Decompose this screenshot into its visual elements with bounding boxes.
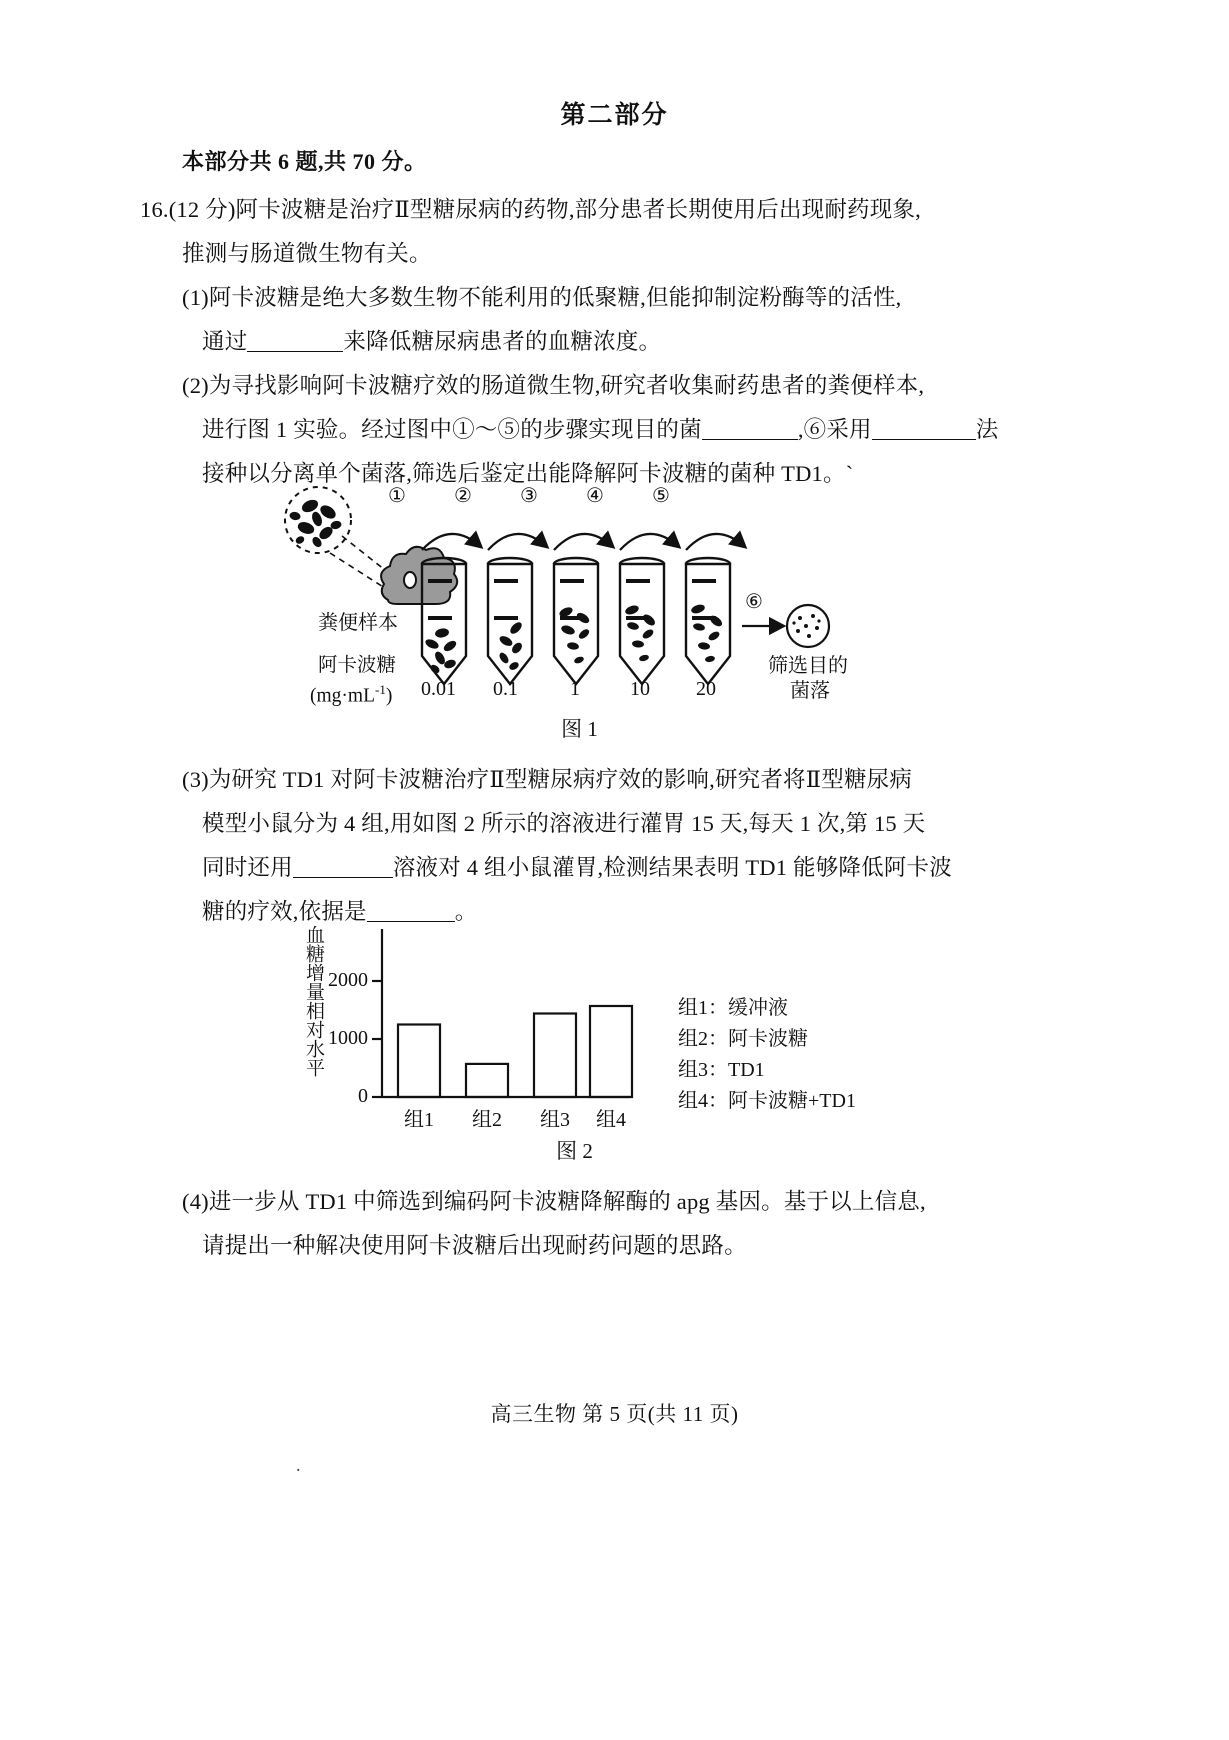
screen-colony-label-line1: 筛选目的 [768, 655, 848, 677]
figure-1-caption: 图 1 [561, 717, 598, 741]
tube-3 [554, 558, 598, 684]
tube-5-bacteria [690, 603, 724, 663]
petri-dish-icon [787, 605, 829, 647]
part2-line2 [140, 408, 1100, 452]
tube-4 [620, 558, 664, 684]
chart-y-axis-label: 血糖增量相对水平 [303, 925, 324, 1077]
question-stem-line2: 推测与肠道微生物有关。 [182, 241, 432, 266]
part2-line2-prefix: 进行图 1 实验。经过图中①～⑤的步骤实现目的菌 [202, 417, 702, 442]
tube-3-bacteria [558, 605, 591, 664]
step-6-label: ⑥ [745, 591, 763, 613]
tube-1-bacteria [424, 627, 458, 675]
part2-line3: 接种以分离单个菌落,筛选后鉴定出能降解阿卡波糖的菌种 TD1。` [202, 461, 854, 486]
legend-item-group1: 组1：缓冲液 [678, 997, 788, 1019]
x-tick-group1: 组1 [404, 1109, 434, 1131]
part3-line4-suffix: 。 [454, 899, 478, 924]
part1-line2-prefix: 通过 [202, 329, 248, 354]
question-16-body [140, 188, 1100, 496]
reagent-name-label: 阿卡波糖 [318, 655, 397, 676]
footer-mark: . [296, 1455, 301, 1475]
concentration-5: 20 [696, 678, 716, 700]
step-4-label: ④ [586, 485, 604, 507]
step-1-label: ① [388, 485, 406, 507]
page-footer: 高三生物 第 5 页(共 11 页) [490, 1402, 739, 1426]
part4-line2: 请提出一种解决使用阿卡波糖后出现耐药问题的思路。 [202, 1233, 747, 1258]
x-tick-group3: 组3 [540, 1109, 570, 1131]
screen-colony-label-line2: 菌落 [790, 680, 830, 702]
part3-line3-suffix: 溶液对 4 组小鼠灌胃,检测结果表明 TD1 能够降低阿卡波 [392, 855, 952, 880]
concentration-4: 10 [630, 678, 650, 700]
y-tick-0: 0 [358, 1085, 368, 1107]
concentration-3: 1 [570, 678, 580, 700]
figure-2-caption: 图 2 [556, 1139, 593, 1163]
legend-item-group3: 组3：TD1 [678, 1059, 765, 1081]
bar-group2 [466, 1064, 508, 1097]
figure-1 [270, 478, 870, 743]
y-tick-1000: 1000 [328, 1027, 368, 1049]
answer-blank-5[interactable] [367, 897, 455, 922]
answer-blank-1[interactable] [247, 327, 343, 352]
part4-line1: (4)进一步从 TD1 中筛选到编码阿卡波糖降解酶的 apg 基因。基于以上信息, [182, 1189, 926, 1214]
y-tick-2000: 2000 [328, 969, 368, 991]
legend-item-group2: 组2：阿卡波糖 [678, 1028, 808, 1050]
tube-2-bacteria [498, 620, 524, 671]
tube-5 [686, 558, 730, 684]
part3-line1: (3)为研究 TD1 对阿卡波糖治疗Ⅱ型糖尿病疗效的影响,研究者将Ⅱ型糖尿病 [182, 767, 913, 792]
tube-4-bacteria [624, 604, 657, 662]
part4-text-block [140, 1180, 1120, 1268]
answer-blank-4[interactable] [293, 853, 393, 878]
step-5-label: ⑤ [652, 485, 670, 507]
concentration-2: 0.1 [493, 678, 518, 700]
x-tick-group2: 组2 [472, 1109, 502, 1131]
bar-group4 [590, 1006, 632, 1097]
part3-line3-prefix: 同时还用 [202, 855, 293, 880]
page-title: 第二部分 [560, 102, 669, 129]
part1-line1: (1)阿卡波糖是绝大多数生物不能利用的低聚糖,但能抑制淀粉酶等的活性, [182, 285, 902, 310]
x-tick-group4: 组4 [596, 1109, 626, 1131]
stool-sample-label: 粪便样本 [318, 612, 398, 634]
question-number-line: 16.(12 分)阿卡波糖是治疗Ⅱ型糖尿病的药物,部分患者长期使用后出现耐药现象, [140, 197, 921, 222]
part3-text-block [140, 758, 1120, 934]
part2-line1: (2)为寻找影响阿卡波糖疗效的肠道微生物,研究者收集耐药患者的粪便样本, [182, 373, 925, 398]
answer-blank-3[interactable] [872, 415, 976, 440]
part3-line3 [140, 846, 1120, 890]
part2-line2-mid: ,⑥采用 [797, 417, 872, 442]
reagent-unit-label: $(mg\cdot mL^{-1})$ [310, 682, 393, 707]
stool-sample-icon [381, 547, 457, 604]
answer-blank-2[interactable] [702, 415, 798, 440]
tube-2 [488, 558, 532, 684]
part3-line2: 模型小鼠分为 4 组,用如图 2 所示的溶液进行灌胃 15 天,每天 1 次,第 15 天 [202, 811, 926, 836]
concentration-1: 0.01 [421, 678, 456, 700]
tube-group [422, 558, 730, 684]
bar-group3 [534, 1014, 576, 1098]
bacteria-cluster-icon [285, 487, 351, 553]
part1-line2 [140, 320, 1100, 364]
step-arrows [422, 534, 744, 550]
figure-2 [290, 925, 930, 1155]
part-note: 本部分共 6 题,共 70 分。 [182, 149, 427, 174]
magnify-lines [330, 536, 390, 590]
chart-legend [678, 993, 856, 1117]
part3-line4-prefix: 糖的疗效,依据是 [202, 899, 367, 924]
legend-item-group4: 组4：阿卡波糖+TD1 [678, 1090, 856, 1112]
step-2-label: ② [454, 485, 472, 507]
step-3-label: ③ [520, 485, 538, 507]
part1-line2-suffix: 来降低糖尿病患者的血糖浓度。 [343, 329, 662, 354]
bar-group1 [398, 1025, 440, 1098]
part2-line2-suffix: 法 [975, 417, 999, 442]
